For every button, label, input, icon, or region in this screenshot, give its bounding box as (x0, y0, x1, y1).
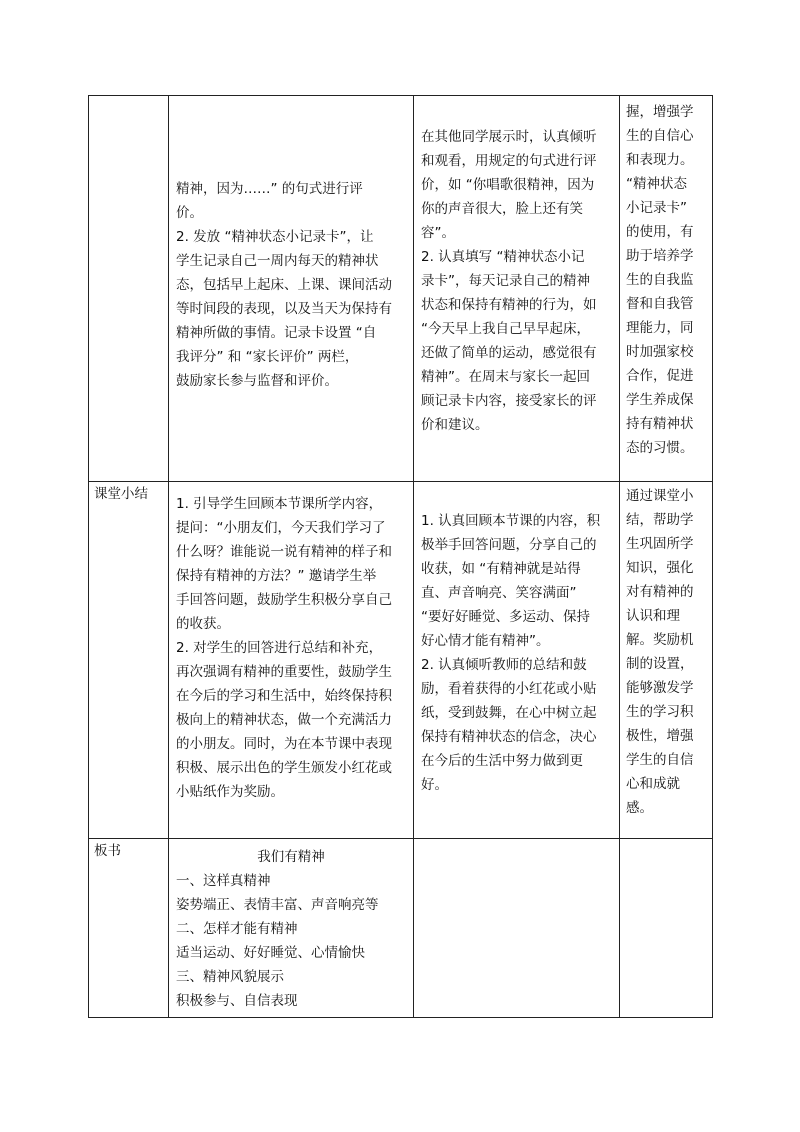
text-line: 2. 认真倾听教师的总结和鼓 (421, 657, 587, 673)
text-line: 手回答问题，鼓励学生积极分享自己 (176, 592, 392, 608)
text-line: 2. 认真填写 “精神状态小记 (421, 249, 585, 265)
text-line: 学生的自信 (626, 752, 694, 768)
board-row-label: 板书 (94, 843, 121, 859)
summary-teacher-activities (176, 492, 392, 804)
text-line: 合作，促进 (626, 368, 694, 384)
text-line: 在今后的生活中努力做到更 (421, 753, 583, 769)
text-line: 的小朋友。同时，为在本节课中表现 (176, 736, 392, 752)
continuation-teacher-activities (176, 177, 392, 393)
text-line: 精神，因为……” 的句式进行评 (176, 181, 363, 197)
text-line: 和观看，用规定的句式进行评 (421, 153, 597, 169)
text-line: 1. 认真回顾本节课的内容，积 (421, 513, 601, 529)
text-line: 价。 (176, 205, 203, 221)
board-title: 我们有精神 (257, 849, 325, 865)
text-line: 学生养成保 (626, 392, 694, 408)
text-line: 通过课堂小 (626, 488, 694, 504)
text-line: 的使用，有 (626, 224, 694, 240)
text-line: 握，增强学 (626, 104, 694, 120)
text-line: 和表现力。 (626, 152, 694, 168)
summary-student-activities (421, 509, 600, 797)
text-line: 制的设置， (626, 656, 694, 672)
text-line: 2. 对学生的回答进行总结和补充， (176, 640, 383, 656)
text-line: 还做了简单的运动，感觉很有 (421, 345, 597, 361)
text-line: 极举手回答问题，分享自己的 (421, 537, 597, 553)
text-line: 容”。 (421, 225, 455, 241)
text-line: 生的学习积 (626, 704, 694, 720)
text-line: 认识和理 (626, 608, 680, 624)
text-line: 你的声音很大，脸上还有笑 (421, 201, 583, 217)
board-content (176, 845, 406, 1013)
summary-design-intent (626, 484, 694, 820)
text-line: 心和成就 (626, 776, 680, 792)
text-line: 好心情才能有精神”。 (421, 633, 550, 649)
text-line: 督和自我管 (626, 296, 694, 312)
text-line: 小贴纸作为奖励。 (176, 784, 284, 800)
text-line: 对有精神的 (626, 584, 694, 600)
text-line: 励，看着获得的小红花或小贴 (421, 681, 597, 697)
text-line: 1. 引导学生回顾本节课所学内容， (176, 496, 383, 512)
text-line: 精神所做的事情。记录卡设置 “自 (176, 325, 377, 341)
text-line: 一、这样真精神 (176, 873, 271, 889)
text-line: 鼓励家长参与监督和评价。 (176, 373, 338, 389)
text-line: 助于培养学 (626, 248, 694, 264)
text-line: 积极参与、自信表现 (176, 993, 298, 1009)
text-line: 状态和保持有精神的行为，如 (421, 297, 597, 313)
text-line: 收获，如 “有精神就是站得 (421, 561, 581, 577)
text-line: 姿势端正、表情丰富、声音响亮等 (176, 897, 379, 913)
text-line: 在今后的学习和生活中，始终保持积 (176, 688, 392, 704)
text-line: 录卡”，每天记录自己的精神 (421, 273, 590, 289)
continuation-student-activities (421, 125, 597, 437)
text-line: 好。 (421, 777, 448, 793)
text-line: 知识，强化 (626, 560, 694, 576)
text-line: 什么呀？谁能说一说有精神的样子和 (176, 544, 392, 560)
text-line: 结，帮助学 (626, 512, 694, 528)
text-line: 价，如 “你唱歌很精神，因为 (421, 177, 595, 193)
text-line: 极性，增强 (626, 728, 694, 744)
continuation-design-intent (626, 100, 694, 460)
text-line: 再次强调有精神的重要性，鼓励学生 (176, 664, 392, 680)
text-line: 极向上的精神状态，做一个充满活力 (176, 712, 392, 728)
text-line: “要好好睡觉、多运动、保持 (421, 609, 590, 625)
text-line: 纸，受到鼓舞，在心中树立起 (421, 705, 597, 721)
text-line: 积极、展示出色的学生颁发小红花或 (176, 760, 392, 776)
text-line: 价和建议。 (421, 417, 489, 433)
text-line: 等时间段的表现，以及当天为保持有 (176, 301, 392, 317)
text-line: 我评分” 和 “家长评价” 两栏， (176, 349, 359, 365)
text-line: 学生记录自己一周内每天的精神状 (176, 253, 379, 269)
text-line: 保持有精神的方法？” 邀请学生举 (176, 568, 377, 584)
text-line: 2. 发放 “精神状态小记录卡”，让 (176, 229, 374, 245)
text-line: 在其他同学展示时，认真倾听 (421, 129, 597, 145)
text-line: 小记录卡” (626, 200, 687, 216)
text-line: 生的自信心 (626, 128, 694, 144)
text-line: 时加强家校 (626, 344, 694, 360)
text-line: 生的自我监 (626, 272, 694, 288)
text-line: 保持有精神状态的信念，决心 (421, 729, 597, 745)
text-line: 生巩固所学 (626, 536, 694, 552)
text-line: 适当运动、好好睡觉、心情愉快 (176, 945, 365, 961)
text-line: 能够激发学 (626, 680, 694, 696)
text-line: 提问：“小朋友们，今天我们学习了 (176, 520, 386, 536)
text-line: 的收获。 (176, 616, 230, 632)
summary-row-label: 课堂小结 (94, 486, 148, 502)
text-line: “精神状态 (626, 176, 687, 192)
text-line: 态，包括早上起床、上课、课间活动 (176, 277, 392, 293)
text-line: 三、精神风貌展示 (176, 969, 284, 985)
text-line: 态的习惯。 (626, 440, 694, 456)
text-line: 二、怎样才能有精神 (176, 921, 298, 937)
text-line: 直、声音响亮、笑容满面” (421, 585, 577, 601)
text-line: 理能力，同 (626, 320, 694, 336)
text-line: 精神”。在周末与家长一起回 (421, 369, 590, 385)
text-line: “今天早上我自己早早起床， (421, 321, 590, 337)
text-line: 感。 (626, 800, 653, 816)
text-line: 持有精神状 (626, 416, 694, 432)
text-line: 解。奖励机 (626, 632, 694, 648)
text-line: 顾记录卡内容，接受家长的评 (421, 393, 597, 409)
